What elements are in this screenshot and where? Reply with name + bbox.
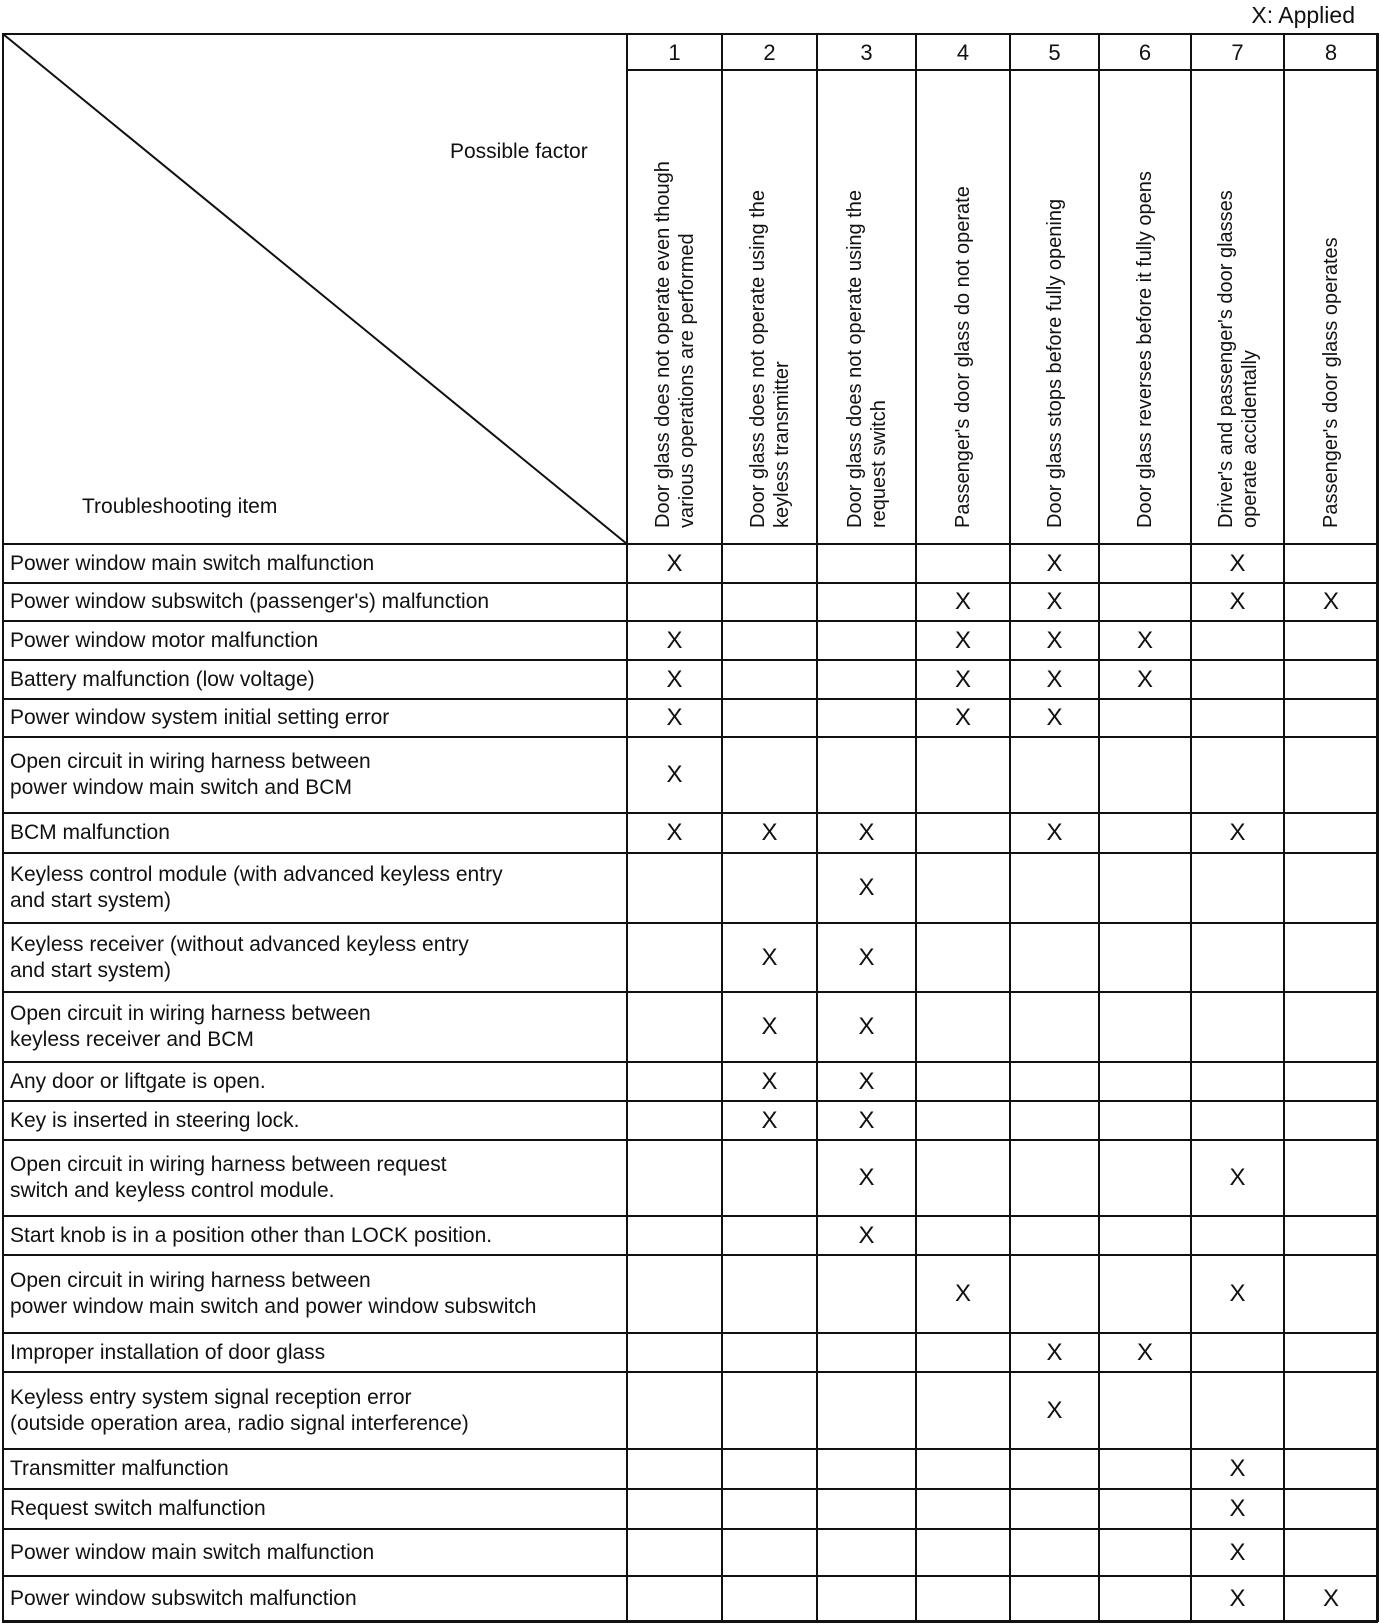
applied-mark: X (761, 1013, 778, 1040)
troubleshooting-item: Keyless entry system signal reception error (outside operation area, radio signal interference) (10, 1385, 469, 1435)
column-number: 5 (1048, 40, 1061, 65)
troubleshooting-item: Power window main switch malfunction (10, 551, 375, 575)
applied-mark: X (1046, 819, 1063, 846)
troubleshooting-item: Keyless receiver (without advanced keyless entry and start system) (10, 932, 469, 982)
applied-mark: X (1046, 1338, 1063, 1366)
applied-mark: X (1046, 588, 1063, 615)
troubleshooting-item: Key is inserted in steering lock. (10, 1108, 300, 1132)
applied-mark: X (666, 626, 683, 654)
column-number: 3 (860, 40, 873, 65)
applied-mark: X (666, 761, 683, 788)
applied-mark: X (1229, 819, 1246, 846)
applied-mark: X (761, 1067, 778, 1095)
troubleshooting-item: Power window system initial setting error (10, 706, 390, 729)
applied-mark: X (954, 1280, 971, 1307)
troubleshooting-item: Battery malfunction (low voltage) (10, 667, 315, 691)
applied-mark: X (1322, 588, 1339, 615)
troubleshooting-item: Power window subswitch malfunction (10, 1587, 357, 1610)
applied-mark: X (858, 1221, 875, 1249)
applied-mark: X (954, 665, 971, 693)
troubleshooting-item: Open circuit in wiring harness between power window main switch and power window subswitch (10, 1269, 537, 1318)
applied-mark: X (858, 1067, 875, 1095)
column-number: 7 (1231, 40, 1244, 65)
applied-mark: X (858, 1106, 875, 1134)
troubleshooting-item: Any door or liftgate is open. (10, 1069, 266, 1093)
column-header-cell: Driver's and passenger's door glasses operate accidentally (1214, 190, 1261, 528)
column-header-cell: Passenger's door glass do not operate (952, 186, 974, 528)
column-number: 8 (1324, 40, 1338, 65)
possible-factor-label: Possible factor (450, 140, 588, 163)
troubleshooting-item: Keyless control module (with advanced keyless entry and start system) (10, 863, 503, 912)
column-number: 1 (668, 40, 681, 65)
applied-mark: X (858, 1013, 875, 1040)
column-header-cell: Door glass reverses before it fully opens (1134, 171, 1156, 528)
troubleshooting-item: Open circuit in wiring harness between request switch and keyless control module. (10, 1153, 447, 1202)
applied-mark: X (1229, 1538, 1246, 1566)
applied-mark: X (1229, 1585, 1246, 1612)
troubleshooting-item: Improper installation of door glass (10, 1340, 326, 1364)
column-number: 2 (763, 40, 776, 65)
applied-mark: X (1136, 1338, 1153, 1366)
troubleshooting-item: Open circuit in wiring harness between keyless receiver and BCM (10, 1002, 371, 1051)
troubleshooting-item-label: Troubleshooting item (82, 495, 278, 518)
applied-mark: X (1046, 1396, 1063, 1424)
troubleshooting-item: Power window subswitch (passenger's) malfunction (10, 590, 490, 613)
column-number: 6 (1138, 40, 1152, 65)
applied-mark: X (666, 704, 683, 731)
applied-mark: X (761, 943, 778, 971)
corner-diagonal (3, 34, 627, 544)
applied-mark: X (1046, 626, 1063, 654)
applied-mark: X (1229, 1495, 1246, 1522)
applied-mark: X (1229, 549, 1246, 577)
applied-mark: X (1229, 1164, 1246, 1191)
column-header-cell: Door glass stops before fully opening (1043, 198, 1066, 528)
applied-mark: X (1046, 665, 1063, 693)
applied-mark: X (666, 665, 683, 693)
applied-mark: X (1136, 626, 1153, 654)
applied-mark: X (954, 704, 971, 731)
applied-mark: X (858, 943, 875, 971)
troubleshooting-item: Transmitter malfunction (10, 1457, 229, 1480)
applied-mark: X (858, 874, 875, 901)
column-header-cell: Passenger's door glass operates (1320, 237, 1342, 528)
applied-mark: X (858, 1164, 875, 1191)
applied-mark: X (1046, 704, 1063, 731)
applied-mark: X (666, 549, 683, 577)
applied-mark: X (666, 819, 683, 846)
troubleshooting-item: Power window main switch malfunction (10, 1540, 375, 1564)
column-header-cell: Door glass does not operate even though various operations are performed (651, 161, 698, 528)
applied-mark: X (1229, 588, 1246, 615)
applied-mark: X (761, 1106, 778, 1134)
applied-mark: X (1229, 1280, 1246, 1307)
applied-mark: X (1229, 1455, 1246, 1482)
troubleshooting-item: BCM malfunction (10, 821, 170, 844)
applied-mark: X (1136, 665, 1153, 693)
troubleshooting-item: Request switch malfunction (10, 1497, 266, 1520)
column-number: 4 (956, 40, 970, 65)
applied-mark: X (954, 588, 971, 615)
applied-mark: X (761, 819, 778, 846)
legend: X: Applied (1251, 2, 1355, 28)
troubleshooting-item: Power window motor malfunction (10, 628, 319, 652)
applied-mark: X (954, 626, 971, 654)
troubleshooting-item: Start knob is in a position other than LOCK position. (10, 1223, 493, 1247)
applied-mark: X (858, 819, 875, 846)
column-header-cell: Door glass does not operate using the request switch (843, 190, 890, 528)
troubleshooting-item: Open circuit in wiring harness between power window main switch and BCM (10, 750, 371, 799)
column-header-cell: Door glass does not operate using the keyless transmitter (746, 190, 793, 528)
applied-mark: X (1322, 1585, 1339, 1612)
applied-mark: X (1046, 549, 1063, 577)
